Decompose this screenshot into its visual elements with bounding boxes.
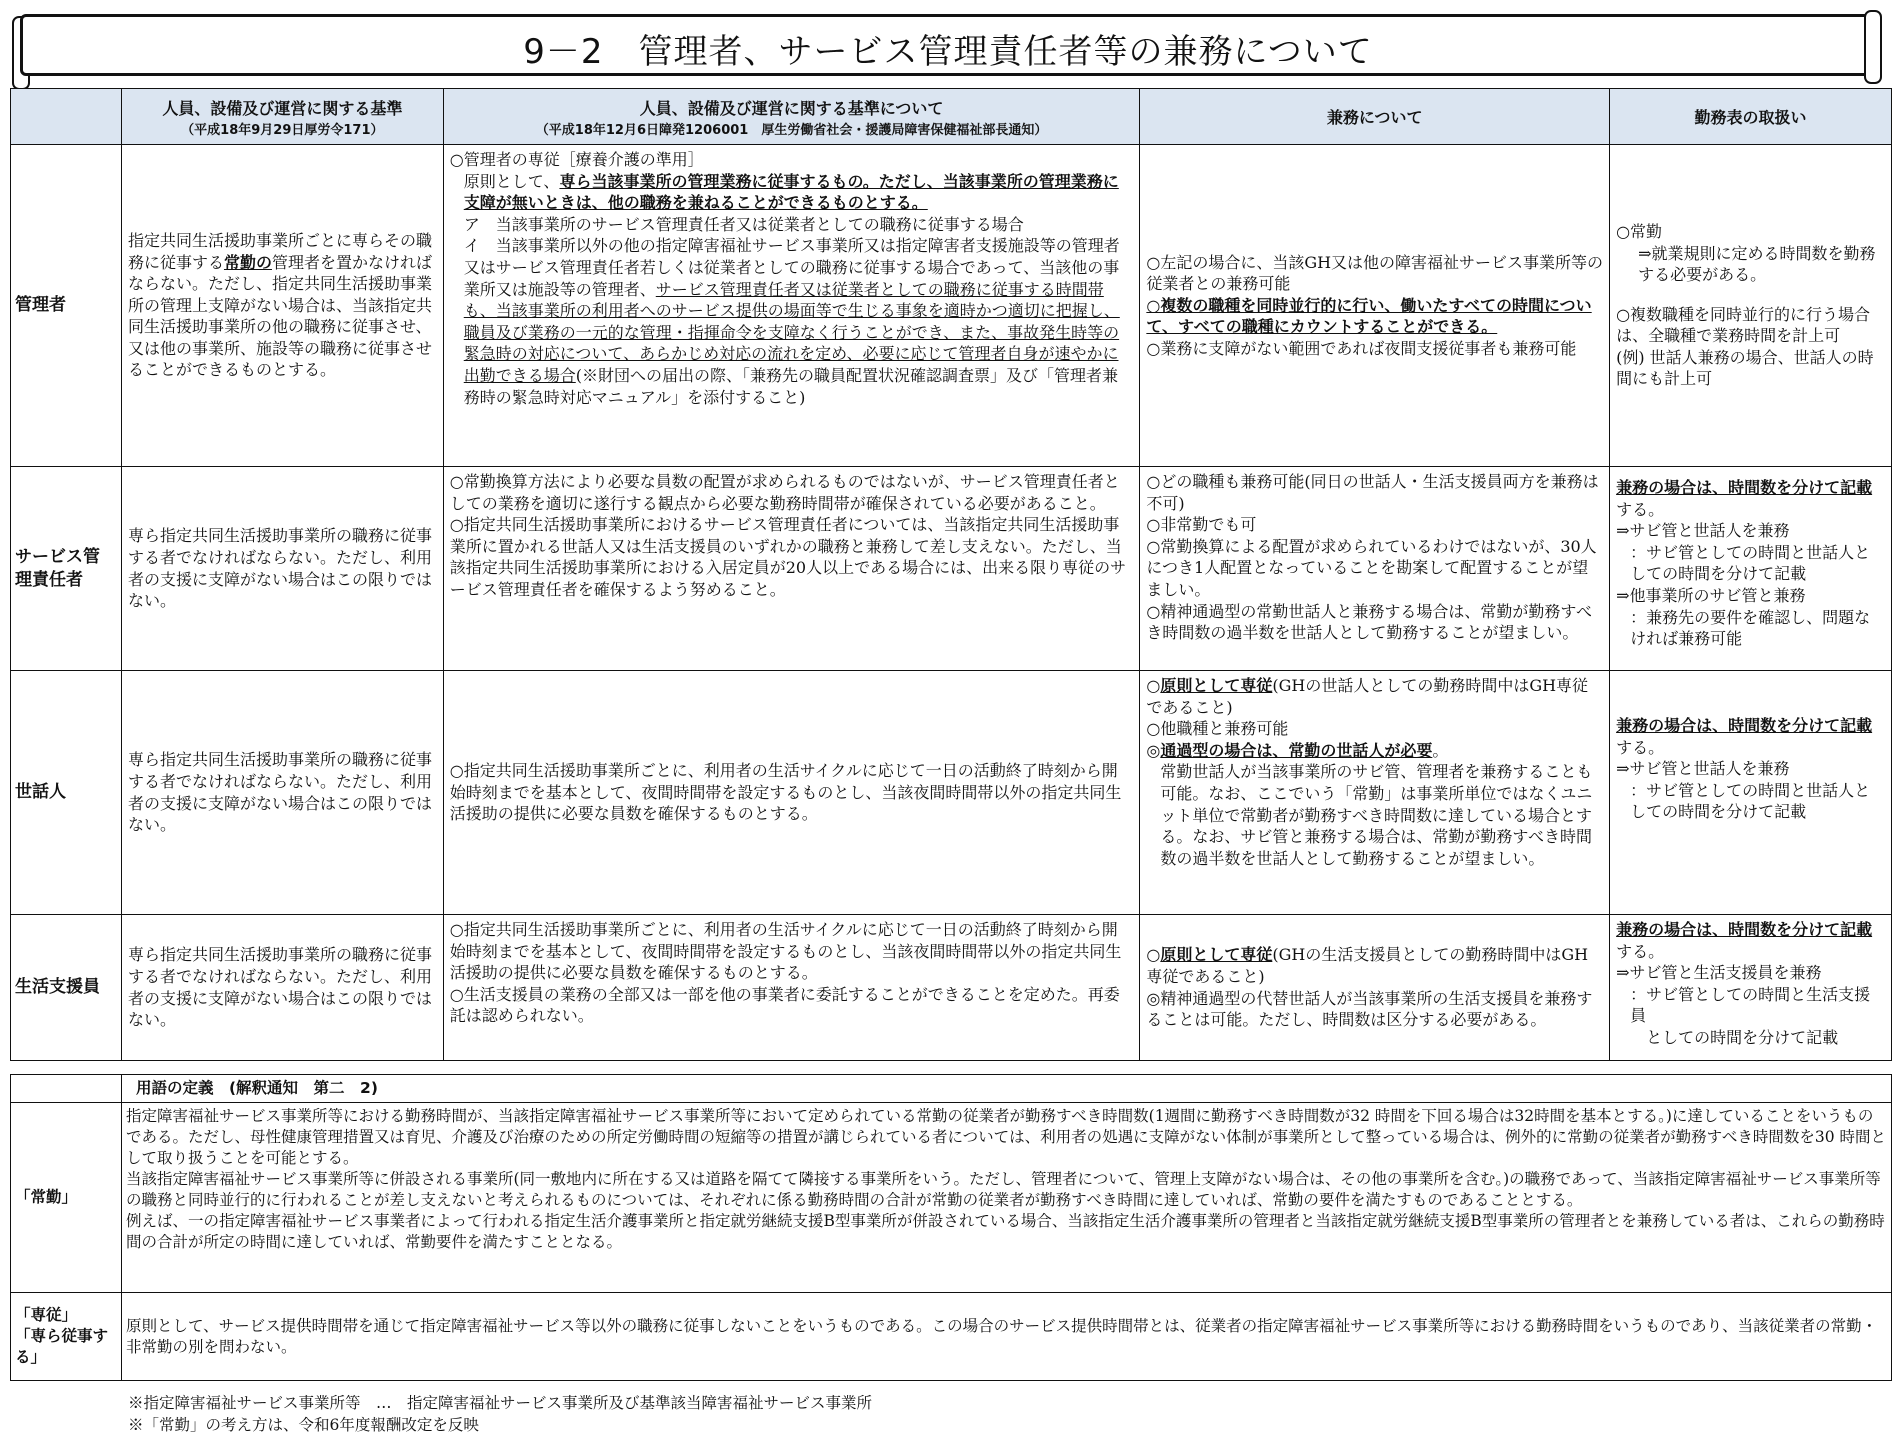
- sewanin-concurrent-3b: 通過型の場合は、常勤の世話人が必要: [1160, 740, 1433, 760]
- header-standard: [121, 89, 443, 145]
- sewanin-concurrent-2: ○他職種と兼務可能: [1146, 719, 1289, 739]
- definitions-corner: [11, 1075, 122, 1103]
- sabikan-roster-1: 兼務の場合は、時間数を分けて記載: [1616, 478, 1873, 497]
- seikatsu-roster-4: としての時間を分けて記載: [1646, 1027, 1839, 1047]
- footnotes: [128, 1392, 872, 1437]
- manager-notice-6: サービス管理責任者又は従業者としての職務に従事する時間帯も、当該事業所の利用者へのサービス提供の場面等で生じる事象を適時かつ適切に把握し、職員及び業務の一元的な管理・指揮命令を支障なく行うことができ、また、事故発生時等の緊急時の対応について、あらかじめ対応の流れを定め、必要に応じて管理者自身が速やかに出勤できる場合: [463, 279, 1120, 385]
- sewanin-roster-lead: [1616, 715, 1885, 758]
- sabikan-roster-2: ⇒サビ管と世話人を兼務: [1616, 521, 1790, 541]
- row-label-sabikan: サービス管理責任者: [11, 467, 122, 671]
- sabikan-roster-1b: する。: [1616, 499, 1665, 519]
- seikatsu-standard: 専ら指定共同生活援助事業所の職務に従事する者でなければならない。ただし、利用者の支援に支障がない場合はこの限りではない。: [121, 915, 443, 1061]
- seikatsu-roster-3: ：サビ管としての時間と生活支援員: [1630, 984, 1871, 1026]
- row-sabikan: [11, 467, 1892, 671]
- sewanin-concurrent-3c: 。: [1432, 740, 1449, 760]
- manager-notice: [443, 145, 1140, 467]
- sewanin-concurrent-1a: ○: [1146, 676, 1161, 695]
- definitions-header-row: [11, 1075, 1892, 1103]
- seikatsu-roster-1b: する。: [1616, 941, 1665, 961]
- sabikan-roster-5: ：兼務先の要件を確認し、問題なければ兼務可能: [1630, 607, 1871, 649]
- manager-notice-1: ○管理者の専従［療養介護の準用］: [449, 150, 704, 169]
- sabikan-notice: [443, 467, 1140, 671]
- seikatsu-concurrent-1b: 原則として専従: [1160, 945, 1273, 965]
- sewanin-concurrent-lead: [1146, 675, 1603, 718]
- sabikan-notice-1: ○常勤換算方法により必要な員数の配置が求められるものではないが、サービス管理責任者としての業務を適切に遂行する観点から必要な勤務時間帯が確保されている必要があること。: [449, 472, 1120, 513]
- header-standard-title: 人員、設備及び運営に関する基準: [162, 98, 403, 118]
- sabikan-roster-lead: [1616, 477, 1885, 520]
- definition-senju-label: [11, 1293, 122, 1381]
- sewanin-concurrent-1c: (GHの世話人としての勤務時間中はGH専従であること): [1146, 676, 1589, 717]
- manager-concurrent: [1140, 145, 1610, 467]
- sewanin-roster: [1610, 671, 1892, 915]
- sewanin-concurrent-1b: 原則として専従: [1160, 676, 1273, 695]
- sabikan-concurrent-4: ○精神通過型の常勤世話人と兼務する場合は、常勤が勤務すべき時間数の過半数を世話人として勤務することが望ましい。: [1146, 601, 1593, 643]
- sewanin-roster-2: ⇒サビ管と世話人を兼務: [1616, 759, 1790, 779]
- sabikan-standard: 専ら指定共同生活援助事業所の職務に従事する者でなければならない。ただし、利用者の支援に支障がない場合はこの限りではない。: [121, 467, 443, 671]
- manager-notice-principle: [450, 171, 1134, 214]
- page-title: 9－2 管理者、サービス管理責任者等の兼務について: [523, 32, 1373, 72]
- manager-notice-5: イ 当該事業所以外の他の指定障害福祉サービス事業所又は指定障害者支援施設等の管理者又はサービス管理責任者若しくは従業者としての職務に従事する場合であって、当該他の事業所又は施設等の管理者、: [463, 236, 1120, 299]
- manager-roster-1: ○常勤: [1616, 221, 1663, 241]
- sabikan-roster-3: ：サビ管としての時間と世話人としての時間を分けて記載: [1630, 542, 1871, 584]
- manager-notice-other: [450, 235, 1134, 408]
- header-standard-sub: （平成18年9月29日厚労令171）: [181, 122, 384, 138]
- sabikan-roster-4: ⇒他事業所のサビ管と兼務: [1616, 585, 1806, 605]
- definition-jokin-row: [11, 1103, 1892, 1293]
- manager-standard-c: 管理者を置かなければならない。ただし、指定共同生活援助事業所の管理上支障がない場合は、当該指定共同生活援助事業所の他の職務に従事させ、又は他の事業所、施設等の職務に従事させることができるものとする。: [127, 252, 432, 380]
- sewanin-roster-1b: する。: [1616, 737, 1665, 757]
- footnote-2: ※「常勤」の考え方は、令和6年度報酬改定を反映: [128, 1416, 479, 1435]
- sabikan-concurrent: [1140, 467, 1610, 671]
- seikatsu-roster-lead: [1616, 919, 1885, 962]
- seikatsu-notice-2: ○生活支援員の業務の全部又は一部を他の事業者に委託することができることを定めた。再委託は認められない。: [449, 984, 1120, 1026]
- sewanin-standard: 専ら指定共同生活援助事業所の職務に従事する者でなければならない。ただし、利用者の支援に支障がない場合はこの限りではない。: [121, 671, 443, 915]
- seikatsu-notice-1: ○指定共同生活援助事業所ごとに、利用者の生活サイクルに応じて一日の活動終了時刻から開始時刻までを基本として、夜間時間帯を設定するものとし、当該夜間時間帯以外の指定共同生活援助の提供に必要な員数を確保するものとする。: [449, 920, 1122, 983]
- seikatsu-notice: [443, 915, 1140, 1061]
- header-notice-sub: （平成18年12月6日障発1206001 厚生労働省社会・援護局障害保健福祉部長通知）: [535, 122, 1048, 138]
- manager-notice-7: (※財団への届出の際、「兼務先の職員配置状況確認調査票」及び「管理者兼務時の緊急時対応マニュアル」を添付すること): [463, 365, 1119, 407]
- manager-concurrent-1: ○左記の場合に、当該GH又は他の障害福祉サービス事業所等の従業者との兼務可能: [1146, 252, 1604, 294]
- header-row: [11, 89, 1892, 145]
- title-banner: [8, 10, 1888, 84]
- seikatsu-roster: [1610, 915, 1892, 1061]
- manager-standard: [121, 145, 443, 467]
- definition-senju-row: [11, 1293, 1892, 1381]
- manager-concurrent-3: ○業務に支障がない範囲であれば夜間支援従事者も兼務可能: [1146, 338, 1577, 358]
- manager-notice-2: 原則として、: [463, 171, 560, 191]
- header-roster: 勤務表の取扱い: [1610, 89, 1892, 145]
- sabikan-concurrent-3: ○常勤換算による配置が求められているわけではないが、30人につき1人配置となっていることを勘案して配置することが望ましい。: [1146, 536, 1597, 599]
- row-seikatsu: [11, 915, 1892, 1061]
- sabikan-concurrent-2: ○非常勤でも可: [1146, 515, 1257, 535]
- definition-jokin-label: 「常勤」: [11, 1103, 122, 1293]
- seikatsu-concurrent: [1140, 915, 1610, 1061]
- definition-jokin-3: 例えば、一の指定障害福祉サービス事業者によって行われる指定生活介護事業所と指定就労継続支援B型事業所が併設されている場合、当該指定生活介護事業所の管理者と当該指定就労継続支援B型事業所の管理者とを兼務している者は、これらの勤務時間の合計が所定の時間に達していれば、常勤要件を満たすこととなる。: [125, 1211, 1885, 1251]
- sabikan-roster: [1610, 467, 1892, 671]
- manager-standard-a: 指定共同生活援助事業所ごとに専らその職務に従事する: [127, 230, 432, 272]
- row-label-seikatsu: 生活支援員: [11, 915, 122, 1061]
- definitions-header: 用語の定義 (解釈通知 第二 2): [121, 1075, 1891, 1103]
- seikatsu-roster-2: ⇒サビ管と生活支援員を兼務: [1616, 963, 1822, 983]
- manager-notice-3: 専ら当該事業所の管理業務に従事するもの。ただし、当該事業所の管理業務に支障が無いときは、他の職務を兼ねることができるものとする。: [463, 171, 1119, 213]
- manager-roster-4: (例) 世話人兼務の場合、世話人の時間にも計上可: [1616, 347, 1874, 389]
- seikatsu-concurrent-lead: [1146, 944, 1603, 987]
- sewanin-roster-3: ：サビ管としての時間と世話人としての時間を分けて記載: [1630, 780, 1871, 822]
- sewanin-concurrent-3a: ◎: [1146, 740, 1161, 760]
- header-notice: [443, 89, 1140, 145]
- seikatsu-concurrent-1c: (GHの生活支援員としての勤務時間中はGH専従であること): [1146, 945, 1589, 986]
- sewanin-notice: ○指定共同生活援助事業所ごとに、利用者の生活サイクルに応じて一日の活動終了時刻から開始時刻までを基本として、夜間時間帯を設定するものとし、当該夜間時間帯以外の指定共同生活援助の提供に必要な員数を確保するものとする。: [443, 671, 1140, 915]
- header-concurrent: 兼務について: [1140, 89, 1610, 145]
- manager-standard-b: 常勤の: [223, 252, 272, 272]
- definition-jokin-2: 当該指定障害福祉サービス事業所等に併設される事業所(同一敷地内に所在する又は道路を隔てて隣接する事業所をいう。ただし、管理者について、管理上支障がない場合は、その他の事業所を含む。)の職務であって、当該指定障害福祉サービス事業所等の職務と同時並行的に行われることが差し支えないと考えられるものについては、それぞれに係る勤務時間の合計が常勤の従業者が勤務すべき時間に達していれば、常勤の要件を満たすものであることとする。: [125, 1169, 1881, 1209]
- sabikan-notice-2: ○指定共同生活援助事業所におけるサービス管理責任者については、当該指定共同生活援助事業所に置かれる世話人又は生活支援員のいずれかの職務と兼務して差し支えない。ただし、当該指定共同生活援助事業所における入居定員が20人以上である場合には、出来る限り専従のサービス管理責任者を確保するよう努めること。: [449, 515, 1127, 599]
- row-label-sewanin: 世話人: [11, 671, 122, 915]
- sewanin-concurrent: [1140, 671, 1610, 915]
- sabikan-concurrent-1: ○どの職種も兼務可能(同日の世話人・生活支援員両方を兼務は不可): [1146, 472, 1599, 513]
- sewanin-concurrent-4: 常勤世話人が当該事業所のサビ管、管理者を兼務することも可能。なお、ここでいう「常勤」は事業所単位ではなくユニット単位で常勤者が勤務すべき時間数に達している場合とする。なお、サビ管と兼務する場合は、常勤が勤務すべき時間数の過半数を世話人として勤務することが望ましい。: [1160, 762, 1593, 868]
- seikatsu-roster-1: 兼務の場合は、時間数を分けて記載: [1616, 920, 1873, 939]
- concurrent-duty-table: [10, 88, 1892, 1061]
- definition-senju: 原則として、サービス提供時間帯を通じて指定障害福祉サービス等以外の職務に従事しないことをいうものである。この場合のサービス提供時間帯とは、従業者の指定障害福祉サービス事業所等における勤務時間をいうものであり、当該従業者の常勤・非常勤の別を問わない。: [121, 1293, 1891, 1381]
- definitions-table: [10, 1074, 1892, 1381]
- definition-senju-label-1: 「専従」: [15, 1306, 78, 1325]
- manager-roster-2: ⇒就業規則に定める時間数を勤務する必要がある。: [1638, 243, 1876, 285]
- seikatsu-concurrent-1a: ○: [1146, 945, 1161, 965]
- manager-notice-4: ア 当該事業所のサービス管理責任者又は従業者としての職務に従事する場合: [463, 214, 1024, 234]
- definition-jokin-1: 指定障害福祉サービス事業所等における勤務時間が、当該指定障害福祉サービス事業所等において定められている常勤の従業者が勤務すべき時間数(1週間に勤務すべき時間数が32 時間を下回る場合は32時間を基本とする。)に達していることをいうものである。ただし、母性健康管理措置又は育児、介護及び治療のための所定労働時間の短縮等の措置が講じられている者については、利用者の処遇に支障がない体制が事業所として整っている場合は、例外的に常勤の従業者が勤務すべき時間数を30 時間として取り扱うことを可能とする。: [125, 1107, 1886, 1167]
- row-label-manager: 管理者: [11, 145, 122, 467]
- manager-roster-3: ○複数職種を同時並行的に行う場合は、全職種で業務時間を計上可: [1616, 304, 1871, 346]
- sewanin-roster-1: 兼務の場合は、時間数を分けて記載: [1616, 716, 1873, 735]
- manager-concurrent-2: ○複数の職種を同時並行的に行い、働いたすべての時間について、すべての職種にカウントすることができる。: [1146, 295, 1592, 337]
- header-notice-title: 人員、設備及び運営に関する基準について: [639, 98, 944, 118]
- row-manager: [11, 145, 1892, 467]
- corner-cell: [11, 89, 122, 145]
- row-sewanin: [11, 671, 1892, 915]
- manager-roster: [1610, 145, 1892, 467]
- definition-jokin: [121, 1103, 1891, 1293]
- footnote-1: ※指定障害福祉サービス事業所等 … 指定障害福祉サービス事業所及び基準該当障害福祉サービス事業所: [128, 1394, 873, 1412]
- sewanin-concurrent-tsuka: [1146, 740, 1603, 762]
- definition-senju-label-2: 「専ら従事する」: [15, 1327, 109, 1366]
- seikatsu-concurrent-2: ◎精神通過型の代替世話人が当該事業所の生活支援員を兼務することは可能。ただし、時間数は区分する必要がある。: [1146, 988, 1593, 1030]
